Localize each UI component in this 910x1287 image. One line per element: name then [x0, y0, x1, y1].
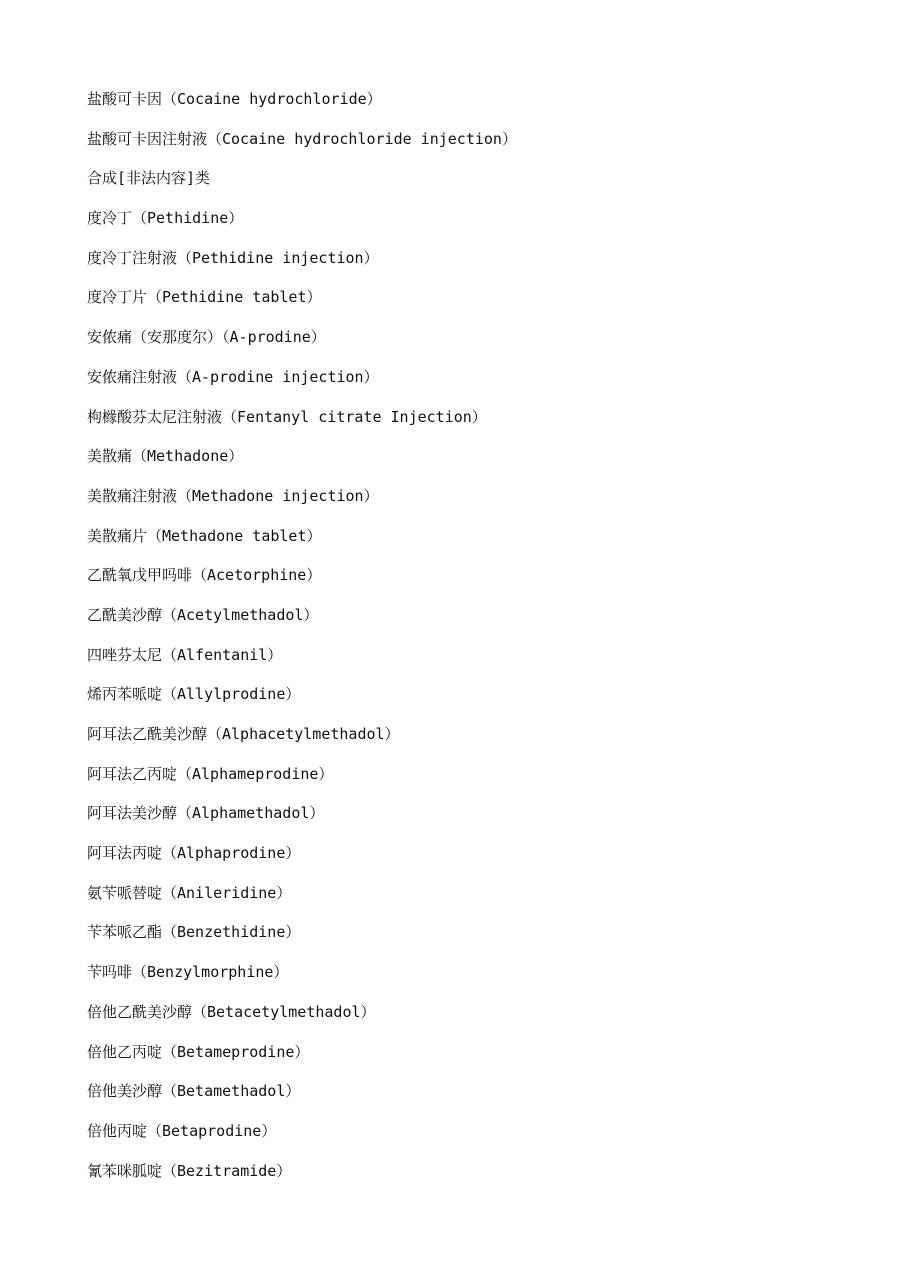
list-item: 度冷丁（Pethidine） [87, 209, 244, 228]
list-item: 倍他乙酰美沙醇（Betacetylmethadol） [87, 1002, 376, 1021]
list-item: 美散痛（Methadone） [87, 447, 244, 466]
list-item: 安侬痛注射液（A-prodine injection） [87, 367, 379, 386]
list-item: 苄吗啡（Benzylmorphine） [87, 963, 289, 982]
drug-entry-list [87, 86, 517, 1197]
list-item: 倍他美沙醇（Betamethadol） [87, 1082, 301, 1101]
list-item: 氨苄哌替啶（Anileridine） [87, 883, 292, 902]
list-item: 倍他乙丙啶（Betameprodine） [87, 1042, 310, 1061]
list-item: 美散痛片（Methadone tablet） [87, 526, 322, 545]
list-item: 四唑芬太尼（Alfentanil） [87, 645, 283, 664]
list-item: 枸橼酸芬太尼注射液（Fentanyl citrate Injection） [87, 407, 487, 426]
list-item: 阿耳法乙丙啶（Alphameprodine） [87, 764, 334, 783]
list-item: 盐酸可卡因（Cocaine hydrochloride） [87, 90, 382, 108]
list-item: 阿耳法丙啶（Alphaprodine） [87, 844, 301, 863]
list-item: 乙酰美沙醇（Acetylmethadol） [87, 605, 319, 624]
list-item: 阿耳法乙酰美沙醇（Alphacetylmethadol） [87, 725, 400, 743]
list-item: 盐酸可卡因注射液（Cocaine hydrochloride injection） [87, 129, 517, 148]
list-item: 度冷丁注射液（Pethidine injection） [87, 248, 379, 267]
list-item: 倍他丙啶（Betaprodine） [87, 1121, 277, 1140]
list-item: 度冷丁片（Pethidine tablet） [87, 288, 322, 307]
list-item: 阿耳法美沙醇（Alphamethadol） [87, 804, 325, 823]
list-item: 氰苯咪胍啶（Bezitramide） [87, 1161, 292, 1180]
section-heading: 合成[非法内容]类 [87, 169, 211, 188]
list-item: 美散痛注射液（Methadone injection） [87, 486, 379, 505]
list-item: 安侬痛（安那度尔）（A-prodine） [87, 328, 326, 347]
list-item: 苄苯哌乙酯（Benzethidine） [87, 923, 301, 942]
list-item: 乙酰氧戊甲吗啡（Acetorphine） [87, 566, 322, 585]
list-item: 烯丙苯哌啶（Allylprodine） [87, 685, 301, 704]
